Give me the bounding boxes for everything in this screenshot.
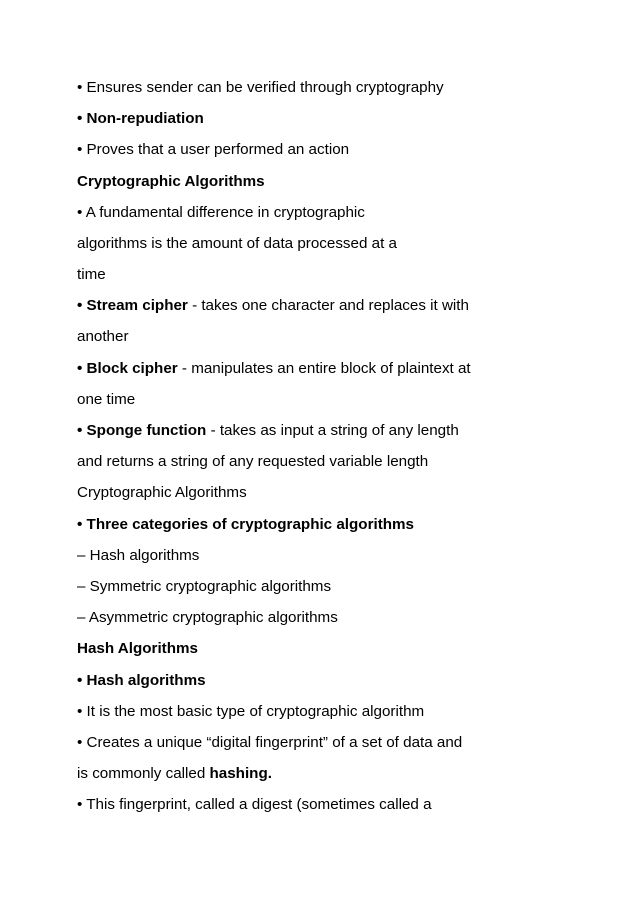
text-run: algorithms is the amount of data processed at a (77, 235, 397, 252)
text-line (77, 577, 331, 597)
section-heading (77, 639, 198, 659)
text-run: • Creates a unique “digital fingerprint” of a set of data and (77, 734, 463, 751)
text-run: • Three categories of cryptographic algorithms (77, 516, 414, 533)
text-line (77, 296, 469, 316)
text-line (77, 234, 397, 254)
text-run: • Stream cipher (77, 297, 188, 314)
text-line (77, 140, 349, 160)
text-run: is commonly called (77, 765, 210, 782)
text-run: • Sponge function (77, 422, 207, 439)
text-run: Hash Algorithms (77, 640, 198, 657)
text-run: - takes as input a string of any length (206, 422, 459, 439)
text-run: hashing. (209, 765, 272, 782)
text-line (77, 546, 199, 566)
text-line (77, 702, 424, 722)
text-line (77, 795, 432, 815)
text-run: time (77, 266, 106, 283)
text-run: - takes one character and replaces it with (187, 297, 469, 314)
text-line (77, 390, 135, 410)
text-line (77, 109, 204, 129)
text-line (77, 483, 247, 503)
text-run: Cryptographic Algorithms (77, 173, 265, 190)
text-run: – Symmetric cryptographic algorithms (77, 578, 332, 595)
text-run: one time (77, 391, 136, 408)
text-line (77, 515, 414, 535)
text-run: - manipulates an entire block of plaintext at (177, 360, 471, 377)
text-line (77, 452, 428, 472)
text-run: • It is the most basic type of cryptographic algorithm (77, 703, 425, 720)
text-run: and returns a string of any requested variable length (77, 453, 429, 470)
text-line (77, 327, 129, 347)
text-line (77, 203, 365, 223)
text-run: • Hash algorithms (77, 672, 206, 689)
text-line (77, 421, 459, 441)
text-line (77, 733, 462, 753)
text-line (77, 265, 106, 285)
text-run: • Ensures sender can be verified through cryptography (77, 79, 444, 96)
text-run: • A fundamental difference in cryptographic (77, 204, 365, 221)
text-run: • Proves that a user performed an action (77, 141, 350, 158)
text-run: Cryptographic Algorithms (77, 484, 247, 501)
text-run: • Block cipher (77, 360, 178, 377)
text-line (77, 359, 471, 379)
text-line (77, 78, 444, 98)
text-run: – Asymmetric cryptographic algorithms (77, 609, 338, 626)
text-run: • Non-repudiation (77, 110, 204, 127)
text-run: – Hash algorithms (77, 547, 200, 564)
text-run: another (77, 328, 129, 345)
text-line (77, 608, 338, 628)
text-line (77, 764, 272, 784)
section-heading (77, 172, 265, 192)
text-line (77, 671, 206, 691)
text-run: • This fingerprint, called a digest (sometimes called a (77, 796, 432, 813)
